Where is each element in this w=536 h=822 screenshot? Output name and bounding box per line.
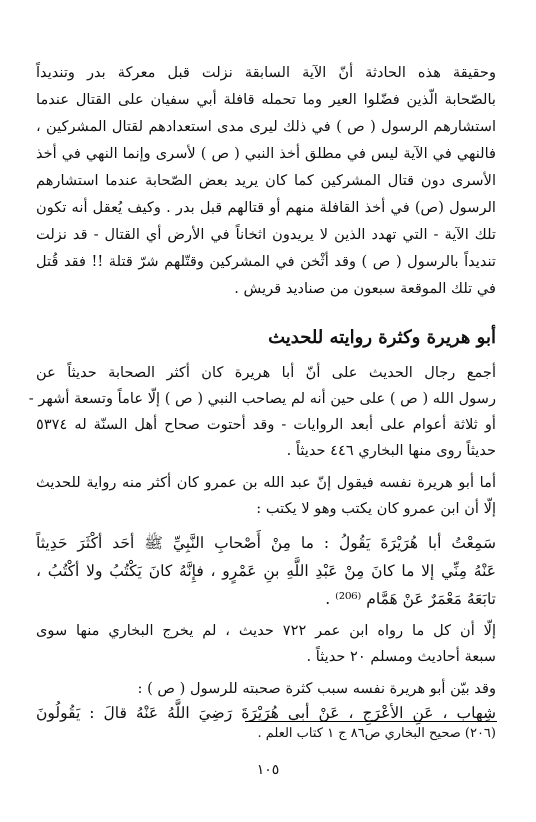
- paragraph-line: بالصّحابة الّذين فضّلوا العير وما تحمله قافلة أبي سفيان على القتال عندما: [36, 91, 496, 108]
- paragraph-line: حديثاً روى منها البخاري ٤٤٦ حديثاً .: [286, 442, 496, 459]
- paragraph-line: في تلك الموقعة سبعون من صناديد قريش .: [234, 280, 496, 297]
- paragraph-line: أما أبو هريرة نفسه فيقول إنّ عبد الله بن عمرو كان أكثر منه رواية للحديث: [36, 474, 496, 491]
- footnote-divider: [245, 721, 497, 722]
- paragraph-line: سبعة أحاديث ومسلم ٢٠ حديثاً .: [306, 648, 496, 665]
- paragraph-line: الرسول (ص) في أخذ القافلة منهم أو قتالهم قبل بدر . وكيف يُعقل أنه تكون: [36, 199, 496, 216]
- hadith-quote-line: تابَعَهُ مَعْمَرٌ عَنْ هَمَّام ⁽²⁰⁶⁾ .: [325, 590, 496, 608]
- paragraph-line: رسول الله ( ص ) على حين أنه لم يصاحب النبي ( ص ) إلّا عاماً وتسعة أشهر -: [28, 390, 496, 407]
- hadith-quote-line: شِهاب ، عَنِ الأعْرَجِ ، عَنْ أبي هُرَيْرَةَ رَضِيَ اللَّهُ عَنْهُ قالَ : يَقُولُونَ: [36, 704, 496, 722]
- paragraph-line: وحقيقة هذه الحادثة أنّ الآية السابقة نزلت قبل معركة بدر وتنديداً: [36, 64, 496, 81]
- paragraph-line: وقد بيّن أبو هريرة نفسه سبب كثرة صحبته للرسول ( ص ) :: [137, 680, 496, 697]
- paragraph-line: إلّا أن ابن عمرو كان يكتب وهو لا يكتب :: [256, 500, 496, 517]
- paragraph-line: الأسرى دون قتال المشركين كما كان يريد بعض الصّحابة عندما استشارهم: [36, 172, 496, 189]
- paragraph-line: أجمع رجال الحديث على أنّ أبا هريرة كان أكثر الصحابة حديثاً عن: [36, 364, 496, 381]
- page-number: ١٠٥: [256, 762, 280, 778]
- paragraph-line: أو ثلاثة أعوام على أبعد الروايات - وقد أحتوت صحاح أهل السنّة له ٥٣٧٤: [36, 416, 496, 433]
- hadith-quote-line: سَمِعْتُ أبا هُرَيْرَةَ يَقُولُ : ما مِنْ أَصْحابِ النَّبِيِّ ﷺ أحَد أكْثَرَ حَدِيثاً: [36, 534, 496, 552]
- section-heading: أبو هريرة وكثرة روايته للحديث: [268, 327, 496, 348]
- paragraph-line: تنديداً بالرسول ( ص ) وقد أثْخن في المشركين وقتّلهم شرّ قتلة !! فقد قُتل: [36, 253, 496, 270]
- footnote: (٢٠٦) صحيح البخاري ص٨٦ ج ١ كتاب العلم .: [257, 726, 496, 741]
- hadith-quote-line: عَنْهُ مِنِّي إلا ما كانَ مِنْ عَبْدِ اللَّهِ بنِ عَمْرٍو ، فإِنَّهُ كانَ يَكْتُبُ ولا أكْتُبُ ،: [36, 562, 496, 580]
- paragraph-line: استشارهم الرسول ( ص ) في ذلك ليرى مدى استعدادهم لقتال المشركين ،: [36, 118, 496, 135]
- paragraph-line: فالنهي في الآية ليس في مطلق أخذ النبي ( ص ) لأسرى وإنما النهي في أخذ: [36, 145, 496, 162]
- paragraph-line: تلك الآية - التي تهدد الذين لا يريدون اثخاناً في الأرض أي القتال - قد نزلت: [36, 226, 496, 243]
- paragraph-line: إلّا أن كل ما رواه ابن عمر ٧٢٢ حديث ، لم يخرج البخاري منها سوى: [36, 622, 497, 639]
